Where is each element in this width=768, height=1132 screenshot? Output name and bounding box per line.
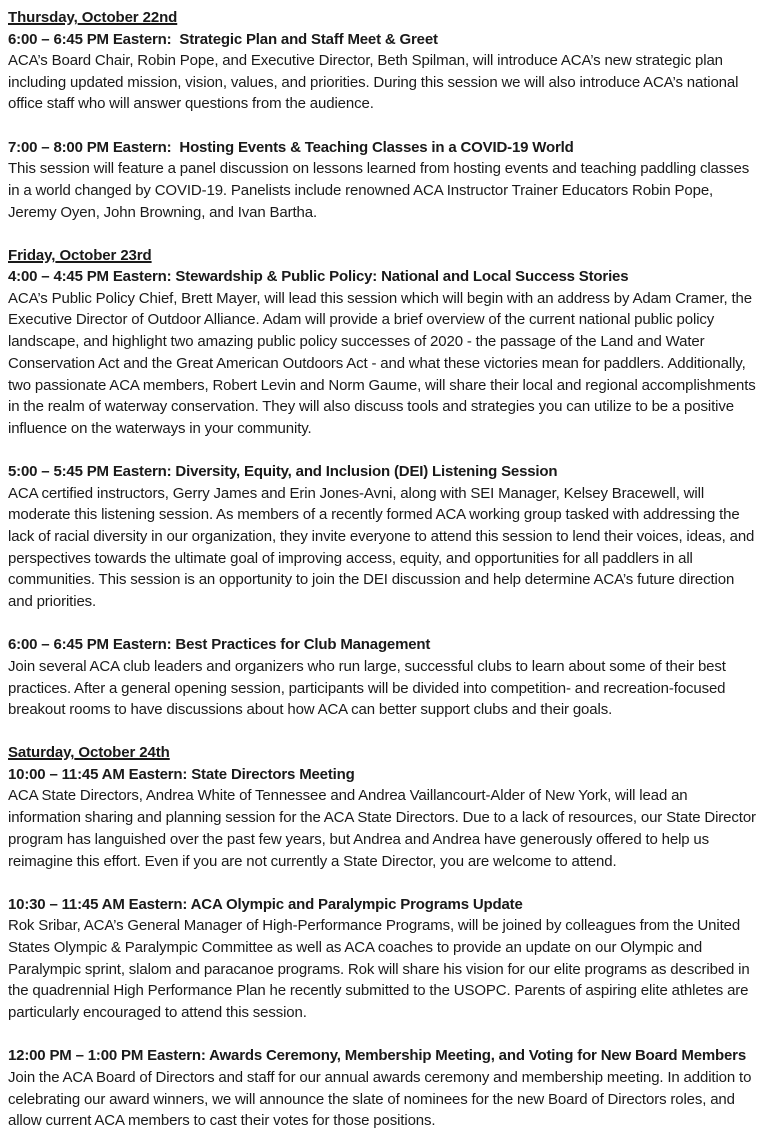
day-heading-date: October 23rd: [55, 246, 152, 264]
day-heading: [8, 7, 758, 29]
session-title: 5:00 – 5:45 PM Eastern: Diversity, Equity, and Inclusion (DEI) Listening Session: [8, 463, 558, 481]
paragraph-spacer: [8, 872, 758, 894]
session-description: Join several ACA club leaders and organizers who run large, successful clubs to learn about some of their best practices. After a general opening session, participants will be divided into competition- and recreation-focused breakout rooms to have discussions about how ACA can better support clubs and their goals.: [8, 657, 726, 719]
day-heading-date: October 22nd: [77, 9, 178, 26]
paragraph-spacer: [8, 1024, 758, 1046]
session-block: [8, 894, 758, 1024]
session-description: ACA State Directors, Andrea White of Tennessee and Andrea Vaillancourt-Alder of New York, will lead an information sharing and planning session for the ACA State Directors. Due to a lack of resources, our State Director program has languished over the past few years, but Andrea and Andrea have generously offered to help us reimagine this effort. Even if you are not currently a State Director, you are welcome to attend.: [8, 787, 756, 870]
session-title: 7:00 – 8:00 PM Eastern: Hosting Events & Teaching Classes in a COVID-19 World: [8, 138, 574, 156]
session-description: Join the ACA Board of Directors and staff for our annual awards ceremony and membership meeting. In addition to celebrating our award winners, we will announce the slate of nominees for the new Board of Directors roles, and allow current ACA members to cast their votes for those positions.: [8, 1068, 752, 1130]
session-title: 6:00 – 6:45 PM Eastern: Best Practices for Club Management: [8, 636, 431, 654]
paragraph-spacer: [8, 223, 758, 245]
paragraph-spacer: [8, 115, 758, 137]
session-title: 4:00 – 4:45 PM Eastern: Stewardship & Public Policy: National and Local Success Stories: [8, 268, 629, 286]
paragraph-spacer: [8, 440, 758, 462]
day-heading-weekday: Thursday,: [8, 9, 78, 26]
session-description: This session will feature a panel discussion on lessons learned from hosting events and teaching paddling classes in a world changed by COVID-19. Panelists include renowned ACA Instructor Trainer Educators Robin Pope, Jeremy Oyen, John Browning, and Ivan Bartha.: [8, 160, 750, 221]
day-heading-weekday: Friday,: [8, 246, 56, 264]
session-title: 12:00 PM – 1:00 PM Eastern: Awards Ceremony, Membership Meeting, and Voting for New Board Members: [8, 1047, 747, 1065]
session-block: [8, 29, 758, 116]
day-block: [8, 7, 758, 245]
session-block: [8, 634, 758, 721]
day-heading-weekday: Saturday,: [8, 744, 75, 762]
paragraph-spacer: [8, 721, 758, 743]
session-title: 10:00 – 11:45 AM Eastern: State Directors Meeting: [8, 765, 355, 783]
session-block: [8, 137, 758, 224]
session-description: ACA’s Board Chair, Robin Pope, and Executive Director, Beth Spilman, will introduce ACA’s new strategic plan including updated mission, vision, values, and priorities. During this session we will also introduce ACA’s national office staff who will answer questions from the audience.: [8, 52, 739, 113]
session-description: ACA’s Public Policy Chief, Brett Mayer, will lead this session which will begin with an address by Adam Cramer, the Executive Director of Outdoor Alliance. Adam will provide a brief overview of the current national public policy landscape, and highlight two amazing public policy successes of 2020 - the passage of the Land and Water Conservation Act and the Great American Outdoors Act - and what these victories mean for paddlers. Additionally, two passionate ACA members, Robert Levin and Norm Gaume, will share their local and regional accomplishments in the realm of waterway conservation. They will also discuss tools and strategies you can utilize to be a positive influence on the waterways in your community.: [8, 289, 756, 437]
day-heading: [8, 245, 758, 267]
session-block: [8, 1045, 758, 1132]
session-title: 6:00 – 6:45 PM Eastern: Strategic Plan and Staff Meet & Greet: [8, 30, 438, 48]
day-block: [8, 742, 758, 1131]
day-heading-date: October 24th: [74, 744, 170, 762]
session-description: ACA certified instructors, Gerry James and Erin Jones-Avni, along with SEI Manager, Kelsey Bracewell, will moderate this listening session. As members of a recently formed ACA working group tasked with addressing the lack of racial diversity in our organization, they invite everyone to attend this session to lend their voices, ideas, and perspectives towards the ultimate goal of improving access, equity, and opportunities for all paddlers in all communities. This session is an opportunity to join the DEI discussion and help determine ACA’s future direction and priorities.: [8, 484, 755, 611]
session-title: 10:30 – 11:45 AM Eastern: ACA Olympic and Paralympic Programs Update: [8, 895, 523, 913]
session-description: Rok Sribar, ACA’s General Manager of High-Performance Programs, will be joined by colleagues from the United States Olympic & Paralympic Committee as well as ACA coaches to provide an update on our Olympic and Paralympic sprint, slalom and paracanoe programs. Rok will share his vision for our elite programs as described in the quadrennial High Performance Plan he recently submitted to the USOPC. Parents of aspiring elite athletes are particularly encouraged to attend this session.: [8, 917, 750, 1022]
day-block: [8, 245, 758, 743]
paragraph-spacer: [8, 613, 758, 635]
session-block: [8, 266, 758, 439]
session-block: [8, 461, 758, 613]
day-heading: [8, 742, 758, 764]
session-block: [8, 764, 758, 872]
